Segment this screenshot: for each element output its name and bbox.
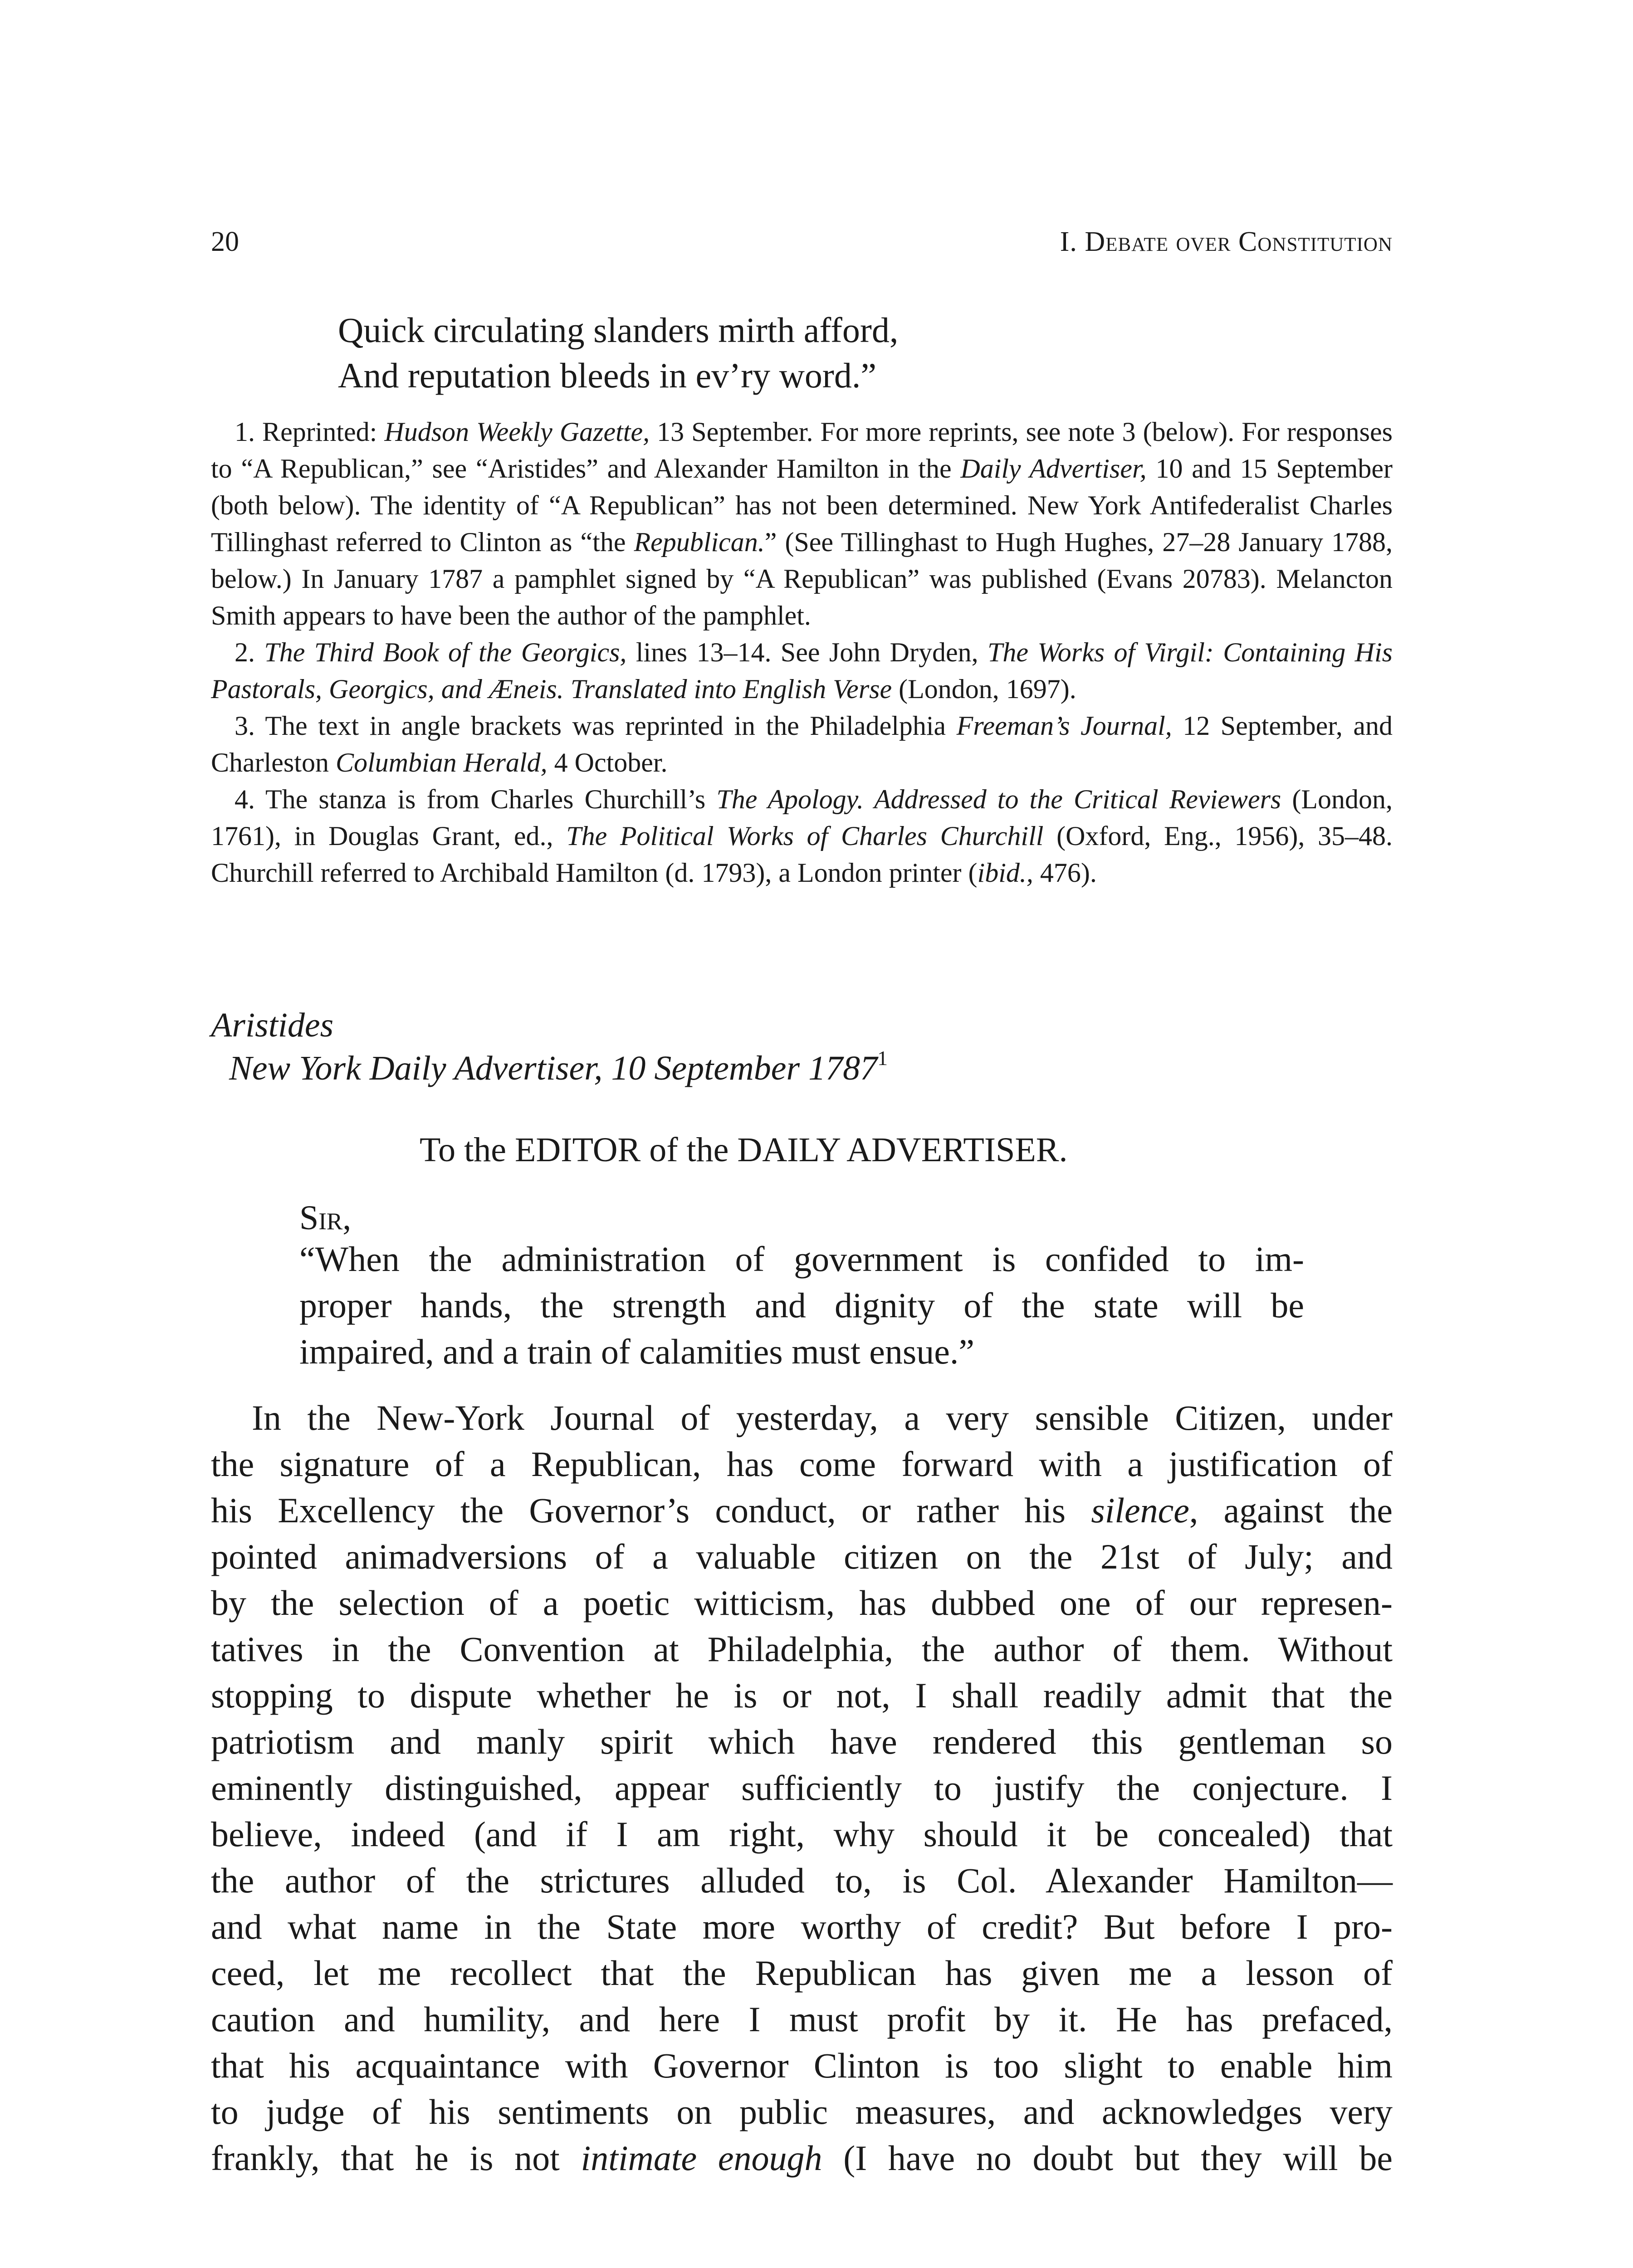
note-text: 10 and 15 September (both below). The identity of “A Republican” has not been determined. New York Antifederalist Charles Tillinghast referred to Clinton as “the xyxy=(211,454,1393,557)
body-line: the signature of a Republican, has come forward with a justification of xyxy=(211,1444,1393,1484)
note-text: lines 13–14. See John Dryden, xyxy=(626,637,988,667)
verse-line: Quick circulating slanders mirth afford, xyxy=(338,310,899,350)
body-line: believe, indeed (and if I am right, why should it be concealed) that xyxy=(211,1814,1393,1854)
note-text: 4. The stanza is from Charles Churchill’s xyxy=(235,784,717,814)
note-italic: Daily Advertiser, xyxy=(960,454,1147,484)
note-text: 1. Reprinted: xyxy=(235,417,385,447)
note-italic: The Political Works of Charles Churchill xyxy=(566,821,1044,851)
page-number: 20 xyxy=(211,226,239,257)
salutation: Sir, xyxy=(299,1199,352,1237)
body-line: stopping to dispute whether he is or not, I shall readily admit that the xyxy=(211,1676,1393,1715)
body-line: pointed animadversions of a valuable citizen on the 21st of July; and xyxy=(211,1537,1393,1576)
source-note-marker: 1 xyxy=(877,1046,888,1070)
body-line: frankly, that he is not intimate enough (I have no doubt but they will be xyxy=(211,2138,1393,2178)
epigraph xyxy=(299,1236,1304,1375)
body-line: by the selection of a poetic witticism, has dubbed one of our represen- xyxy=(211,1583,1393,1623)
body-line: patriotism and manly spirit which have rendered this gentleman so xyxy=(211,1722,1393,1761)
note-italic: Hudson Weekly Gazette, xyxy=(384,417,650,447)
body-line: eminently distinguished, appear sufficiently to justify the conjecture. I xyxy=(211,1768,1393,1808)
footnotes xyxy=(211,414,1393,891)
body-line: ceed, let me recollect that the Republican has given me a lesson of xyxy=(211,1953,1393,1993)
page-header xyxy=(211,221,1393,262)
note-text: 3. The text in angle brackets was reprinted in the Philadelphia xyxy=(235,711,957,741)
note-italic: Republican. xyxy=(634,527,765,557)
addressee-line: To the EDITOR of the DAILY ADVERTISER. xyxy=(420,1131,1068,1169)
note-italic: Columbian Herald, xyxy=(335,748,548,777)
note-text: (London, 1761), in Douglas Grant, ed., xyxy=(211,784,1393,851)
note-italic: The Works of Virgil: Containing His Pastorals, Georgics, and Æneis. Translated into English Verse xyxy=(211,637,1393,704)
running-head: I. Debate over Constitution xyxy=(1060,226,1393,257)
note-text: 476). xyxy=(1033,858,1097,888)
document-title: Aristides xyxy=(211,1006,334,1044)
epigraph-line: “When the administration of government is confided to im- xyxy=(299,1239,1304,1279)
verse-quotation xyxy=(338,308,898,398)
epigraph-line: impaired, and a train of calamities must ensue.” xyxy=(299,1332,974,1371)
body-line: caution and humility, and here I must profit by it. He has prefaced, xyxy=(211,1999,1393,2039)
footnote-3 xyxy=(211,708,1393,781)
note-text: 2. xyxy=(235,637,264,667)
body-line: the author of the strictures alluded to, is Col. Alexander Hamilton— xyxy=(211,1861,1393,1900)
note-text: (London, 1697). xyxy=(892,674,1076,704)
note-italic: Freeman’s Journal, xyxy=(956,711,1172,741)
note-text: 13 September. For more reprints, see note 3 (below). For responses to “A Republican,” see “Aristides” and Alexander Hamilton in the xyxy=(211,417,1393,484)
body-line: that his acquaintance with Governor Clinton is too slight to enable him xyxy=(211,2046,1393,2085)
footnote-1 xyxy=(211,414,1393,634)
footnote-2 xyxy=(211,634,1393,708)
body-text xyxy=(211,1395,1393,2181)
note-text: (Oxford, Eng., 1956), 35–48. Churchill referred to Archibald Hamilton (d. 1793), a London printer ( xyxy=(211,821,1393,888)
epigraph-line: proper hands, the strength and dignity of the state will be xyxy=(299,1286,1304,1325)
note-text: ” (See Tillinghast to Hugh Hughes, 27–28 January 1788, below.) In January 1787 a pamphlet signed by “A Republican” was published (Evans 20783). Melancton Smith appears to have been the author of the pamphlet. xyxy=(211,527,1393,631)
footnote-4 xyxy=(211,781,1393,891)
note-italic: ibid., xyxy=(977,858,1033,888)
note-text: 12 September, and Charleston xyxy=(211,711,1393,777)
note-italic: The Apology. Addressed to the Critical Reviewers xyxy=(716,784,1281,814)
note-text: 4 October. xyxy=(547,748,668,777)
body-line: his Excellency the Governor’s conduct, or rather his silence, against the xyxy=(211,1491,1393,1530)
body-line: In the New-York Journal of yesterday, a very sensible Citizen, under xyxy=(252,1398,1393,1437)
document-source xyxy=(229,1046,888,1091)
body-line: to judge of his sentiments on public measures, and acknowledges very xyxy=(211,2092,1393,2131)
verse-line: And reputation bleeds in ev’ry word.” xyxy=(338,356,876,395)
body-line: and what name in the State more worthy of credit? But before I pro- xyxy=(211,1907,1393,1946)
note-italic: The Third Book of the Georgics, xyxy=(264,637,627,667)
body-line: tatives in the Convention at Philadelphia, the author of them. Without xyxy=(211,1629,1393,1669)
source-text: New York Daily Advertiser, 10 September 1787 xyxy=(229,1049,878,1087)
